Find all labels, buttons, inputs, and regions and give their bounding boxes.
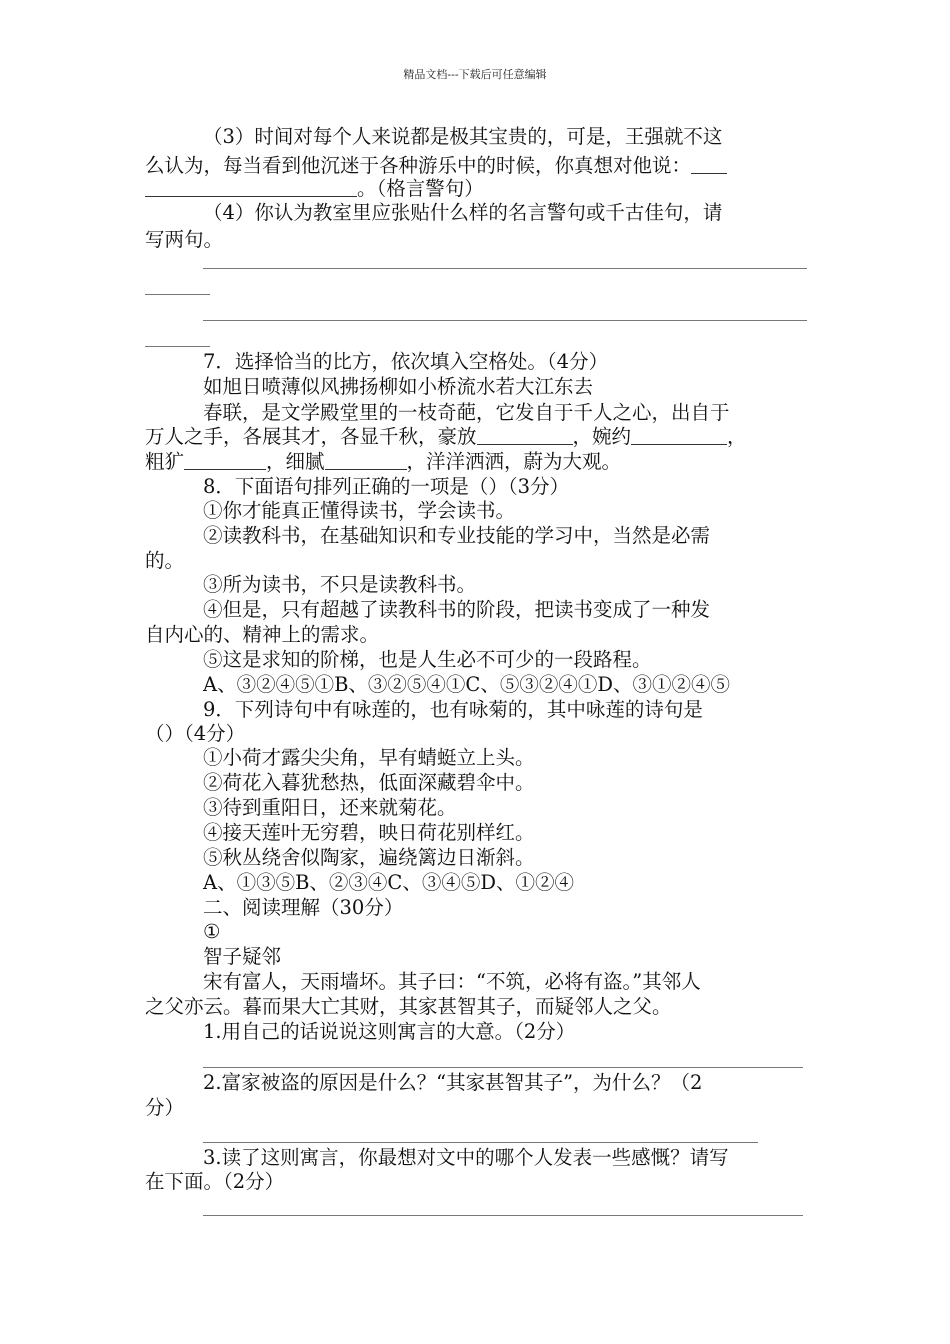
q7-paragraph-line2: [145, 425, 807, 449]
q8-heading: 8．下面语句排列正确的一项是（）（3分）: [203, 475, 570, 498]
q7-blank-2[interactable]: [631, 426, 727, 445]
q7-blank-3[interactable]: [184, 451, 266, 470]
reading-q3a: 3.读了这则寓言，你最想对文中的哪个人发表一些感慨？请写: [203, 1146, 729, 1169]
page-header: 精品文档---下载后可任意编辑: [403, 68, 547, 81]
q3-line1: （3）时间对每个人来说都是极其宝贵的，可是，王强就不这: [203, 125, 723, 148]
q4-answer-line-1[interactable]: [203, 268, 807, 269]
reading-q1-answer-line[interactable]: [203, 1067, 803, 1068]
reading-q3-answer-line[interactable]: [203, 1215, 803, 1216]
q7-text: 万人之手，各展其才，各显千秋，豪放: [145, 425, 477, 448]
q8-sentence-5: ⑤这是求知的阶梯，也是人生必不可少的一段路程。: [203, 648, 652, 671]
q4-answer-line-1b[interactable]: [145, 294, 210, 295]
q8-sentence-1: ①你才能真正懂得读书，学会读书。: [203, 499, 516, 522]
passage-number: ①: [203, 920, 221, 943]
reading-q2-answer-line[interactable]: [203, 1142, 758, 1143]
q9-line-2: ②荷花入暮犹愁热，低面深藏碧伞中。: [203, 771, 535, 794]
q3-line2: [145, 154, 807, 178]
q7-text: ，: [727, 425, 747, 448]
q3-blank-b[interactable]: [145, 178, 357, 197]
q7-options: 如旭日喷薄似风拂扬柳如小桥流水若大江东去: [203, 375, 594, 398]
q7-blank-4[interactable]: [325, 451, 407, 470]
q9-heading-b: （）（4分）: [145, 722, 246, 745]
q7-text: ，细腻: [266, 450, 325, 473]
q7-blank-1[interactable]: [477, 426, 573, 445]
q8-sentence-4b: 自内心的、精神上的需求。: [145, 623, 380, 646]
q7-text: 粗犷: [145, 450, 185, 473]
q7-text: ，洋洋洒洒，蔚为大观。: [406, 450, 622, 473]
q7-heading: 7．选择恰当的比方，依次填入空格处。（4分）: [203, 350, 609, 373]
q9-options: A、①③⑤B、②③④C、③④⑤D、①②④: [203, 871, 574, 894]
q9-line-1: ①小荷才露尖尖角，早有蜻蜓立上头。: [203, 746, 535, 769]
q4-line2: 写两句。: [145, 228, 224, 251]
reading-q1: 1.用自己的话说说这则寓言的大意。（2分）: [203, 1020, 576, 1043]
reading-q3b: 在下面。（2分）: [145, 1170, 285, 1193]
q4-answer-line-2b[interactable]: [145, 346, 210, 347]
q7-paragraph-line1: 春联，是文学殿堂里的一枝奇葩，它发自于千人之心，出自于: [203, 401, 730, 424]
reading-q2a: 2.富家被盗的原因是什么？“其家甚智其子”，为什么？（2: [203, 1071, 703, 1094]
passage-line-2: 之父亦云。暮而果大亡其财，其家甚智其子，而疑邻人之父。: [145, 995, 672, 1018]
q3-line2-text: 么认为，每当看到他沉迷于各种游乐中的时候，你真想对他说：: [145, 154, 692, 177]
q8-sentence-4a: ④但是，只有超越了读教科书的阶段，把读书变成了一种发: [203, 598, 711, 621]
q7-text: ，婉约: [572, 425, 632, 448]
q8-options: A、③②④⑤①B、③②⑤④①C、⑤③②④①D、③①②④⑤: [203, 673, 730, 696]
q9-heading-a: 9．下列诗句中有咏莲的，也有咏菊的，其中咏莲的诗句是: [203, 698, 703, 721]
q3-line3: [145, 177, 807, 201]
passage-title: 智子疑邻: [203, 945, 282, 968]
q8-sentence-2a: ②读教科书，在基础知识和专业技能的学习中，当然是必需: [203, 524, 711, 547]
q9-line-4: ④接天莲叶无穷碧，映日荷花别样红。: [203, 821, 535, 844]
q3-line3-text: 。（格言警句）: [357, 177, 484, 200]
reading-q2b: 分）: [145, 1096, 185, 1119]
q8-sentence-3: ③所为读书，不只是读教科书。: [203, 573, 477, 596]
q8-sentence-2b: 的。: [145, 549, 185, 572]
q9-line-5: ⑤秋丛绕舍似陶家，遍绕篱边日渐斜。: [203, 846, 535, 869]
q9-line-3: ③待到重阳日，还来就菊花。: [203, 796, 457, 819]
section-2-heading: 二、阅读理解（30分）: [203, 896, 404, 919]
q3-blank-a[interactable]: [691, 155, 727, 174]
q4-answer-line-2[interactable]: [203, 320, 807, 321]
passage-line-1: 宋有富人，天雨墙坏。其子曰：“不筑，必将有盗。”其邻人: [203, 970, 701, 993]
q7-paragraph-line3: [145, 450, 807, 474]
q4-line1: （4）你认为教室里应张贴什么样的名言警句或千古佳句，请: [203, 201, 723, 224]
